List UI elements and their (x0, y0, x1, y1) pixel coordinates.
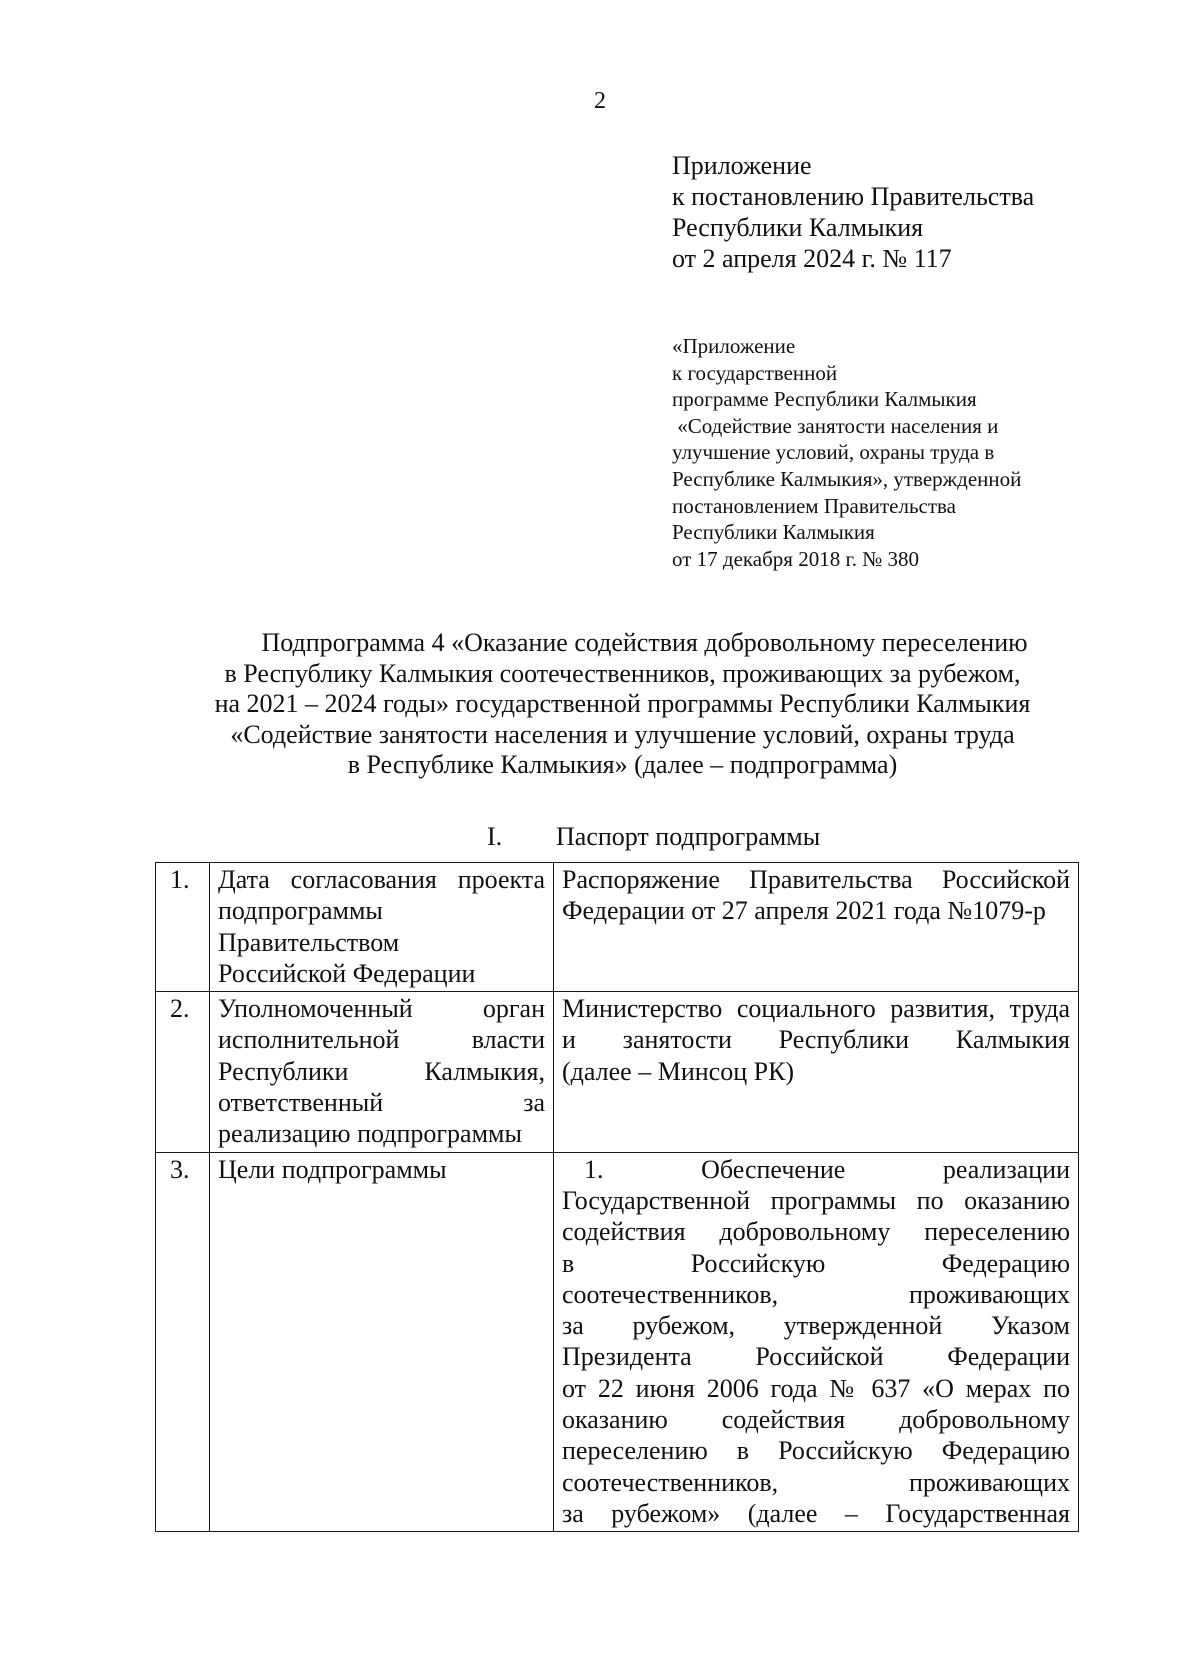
quoted-appendix-line: программе Республики Калмыкия (672, 387, 977, 412)
row-label (210, 1152, 554, 1532)
row-value-line: за рубежом» (далее – Государственная (562, 1498, 1070, 1528)
section-number: I. (487, 822, 503, 851)
quoted-appendix-header (672, 333, 1021, 572)
passport-table (155, 862, 1079, 1532)
row-value-line: оказанию содействия добровольному (562, 1405, 1070, 1435)
row-value-line: Президента Российской Федерации (562, 1342, 1070, 1372)
subprogram-title (150, 628, 1095, 781)
section-title: Паспорт подпрограммы (556, 822, 821, 851)
row-value-line: Государственной программы по оказанию (562, 1185, 1070, 1215)
quoted-appendix-line: «Приложение (672, 334, 796, 358)
row-number: 2. (156, 992, 210, 1152)
quoted-appendix-line: Республике Калмыкия», утвержденной (672, 466, 1022, 491)
row-value-line: Министерство социального развития, труда (562, 994, 1070, 1024)
quoted-appendix-line: постановлением Правительства (672, 493, 957, 518)
row-number: 1. (156, 863, 210, 992)
row-value-line: Распоряжение Правительства Российской (562, 865, 1070, 894)
table-row (156, 863, 1079, 992)
row-value-line: 1. Обеспечение реализации (584, 1154, 1070, 1184)
row-label-line: реализацию подпрограммы (218, 1119, 522, 1149)
subprogram-title-line: на 2021 – 2024 годы» государственной программы Республики Калмыкия (214, 689, 1031, 718)
row-value-line: в Российскую Федерацию (562, 1248, 1070, 1278)
row-value-line: переселению в Российскую Федерацию (562, 1436, 1070, 1466)
row-value (554, 992, 1079, 1152)
row-label-line: исполнительной власти (218, 1025, 545, 1055)
row-value-line: содействия добровольному переселению (562, 1217, 1070, 1247)
quoted-appendix-line: «Содействие занятости населения и (672, 413, 999, 438)
row-label-line: Правительством (218, 927, 400, 957)
row-value-line: (далее – Минсоц РК) (562, 1056, 795, 1086)
table-row (156, 992, 1079, 1152)
row-value (554, 863, 1079, 992)
appendix-line: Приложение (672, 151, 812, 180)
row-label (210, 992, 554, 1152)
quoted-appendix-line: Республики Калмыкия (672, 520, 875, 545)
appendix-line: к постановлению Правительства (672, 182, 1035, 211)
row-label-line: ответственный за (218, 1088, 545, 1118)
row-value-line: Федерации от 27 апреля 2021 года №1079-р (562, 896, 1046, 926)
row-value-line: соотечественников, проживающих (562, 1279, 1070, 1309)
row-value-line: и занятости Республики Калмыкия (562, 1025, 1070, 1055)
row-label-line: Цели подпрограммы (218, 1154, 447, 1184)
subprogram-title-line: Подпрограмма 4 «Оказание содействия добровольному переселению (261, 628, 1028, 657)
appendix-line: Республики Калмыкия (672, 213, 924, 242)
row-value-line: от 22 июня 2006 года № 637 «О мерах по (562, 1373, 1070, 1403)
row-label-line: Дата согласования проекта (218, 865, 545, 894)
table-row (156, 1152, 1079, 1532)
row-label-line: Российской Федерации (218, 958, 476, 988)
quoted-appendix-line: к государственной (672, 360, 838, 385)
quoted-appendix-line: улучшение условий, охраны труда в (672, 440, 995, 465)
row-value (554, 1152, 1079, 1532)
row-number: 3. (156, 1152, 210, 1532)
row-value-line: за рубежом, утвержденной Указом (562, 1311, 1070, 1341)
row-label (210, 863, 554, 992)
subprogram-title-line: в Республику Калмыкия соотечественников, проживающих за рубежом, (224, 658, 1021, 688)
quoted-appendix-line: от 17 декабря 2018 г. № 380 (672, 546, 919, 571)
row-value-line: соотечественников, проживающих (562, 1467, 1070, 1497)
appendix-header (672, 150, 1034, 274)
row-label-line: Республики Калмыкия, (218, 1056, 545, 1086)
subprogram-title-line: в Республике Калмыкия» (далее – подпрограмма) (347, 750, 898, 779)
row-label-line: подпрограммы (218, 896, 383, 926)
appendix-line: от 2 апреля 2024 г. № 117 (672, 244, 952, 273)
row-label-line: Уполномоченный орган (218, 994, 545, 1024)
page-number: 2 (594, 88, 606, 114)
subprogram-title-line: «Содействие занятости населения и улучшение условий, охраны труда (230, 719, 1015, 749)
